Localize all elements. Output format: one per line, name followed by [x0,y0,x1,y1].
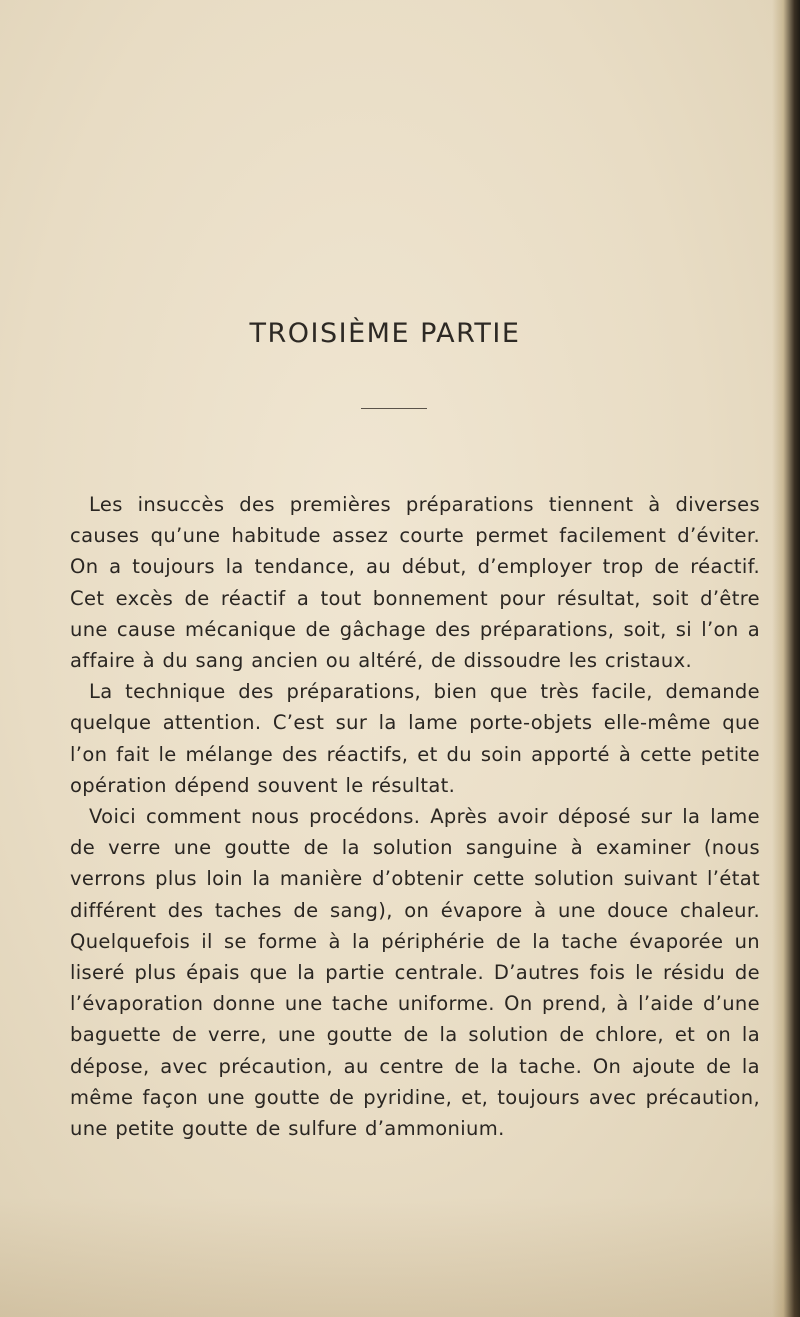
body-text [70,489,760,1144]
part-title: TROISIÈME PARTIE [249,318,521,349]
page-bottom-shading [0,1197,800,1317]
paragraph-1: Les insuccès des premières préparations tiennent à diverses causes qu’une habitude assez courte permet facilement d’éviter. On a toujours la tendance, au début, d’employer trop de réactif. Cet excès de réactif a tout bonnement pour résultat, soit d’être une cause mécanique de gâchage des préparations, soit, si l’on a affaire à du sang ancien ou altéré, de dissoudre les cristaux. [70,493,760,673]
page-edge-shadow [772,0,800,1317]
title-divider [361,408,427,409]
paragraph-2: La technique des préparations, bien que très facile, demande quelque attention. C’est sur la lame porte-objets elle-même que l’on fait le mélange des réactifs, et du soin apporté à cette petite opération dépend souvent le résultat. [70,680,760,797]
paragraph-3: Voici comment nous procédons. Après avoir déposé sur la lame de verre une goutte de la solution sanguine à examiner (nous verrons plus loin la manière d’obtenir cette solution suivant l’état différent des taches de sang), on évapore à une douce chaleur. Quelquefois il se forme à la périphérie de la tache évaporée un liseré plus épais que la partie centrale. D’autres fois le résidu de l’évaporation donne une tache uniforme. On prend, à l’aide d’une baguette de verre, une goutte de la solution de chlore, et on la dépose, avec précaution, au centre de la tache. On ajoute de la même façon une goutte de pyridine, et, toujours avec précaution, une petite goutte de sulfure d’ammonium. [70,805,760,1141]
